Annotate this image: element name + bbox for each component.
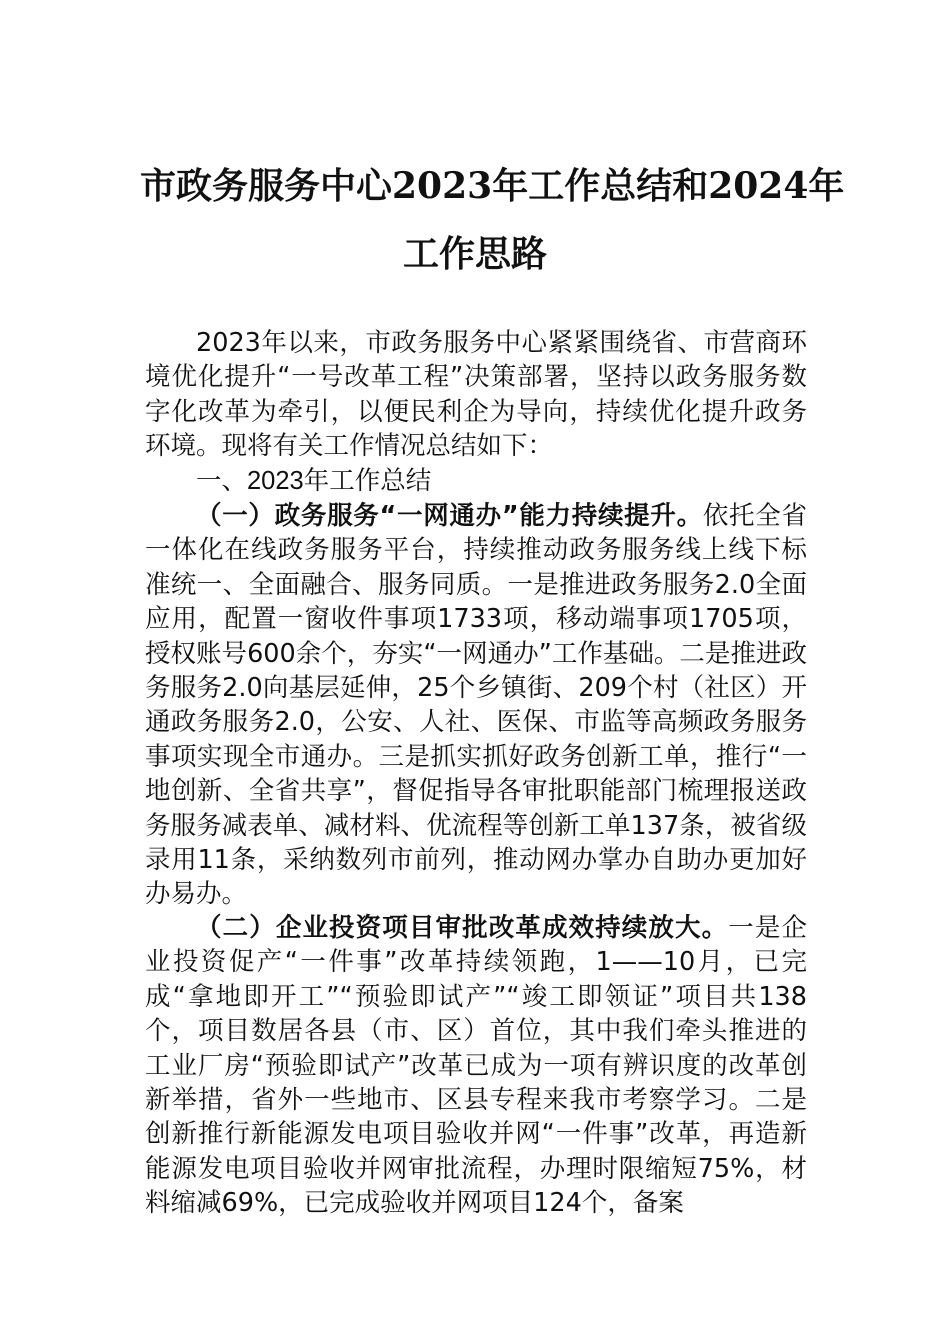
section-heading-block (145, 464, 807, 498)
subsection-1-lead: （一）政务服务“一网通办”能力持续提升。 (196, 501, 703, 531)
subsection-1-body: 依托全省一体化在线政务服务平台，持续推动政务服务线上线下标准统一、全面融合、服务同质。一是推进政务服务2.0全面应用，配置一窗收件事项1733项，移动端事项1705项，授权账号600余个，夯实“一网通办”工作基础。二是推进政务服务2.0向基层延伸，25个乡镇街、209个村（社区）开通政务服务2.0，公安、人社、医保、市监等高频政务服务事项实现全市通办。三是抓实抓好政务创新工单，推行“一地创新、全省共享”，督促指导各审批职能部门梳理报送政务服务减表单、减材料、优流程等创新工单137条，被省级录用11条，采纳数列市前列，推动网办掌办自助办更加好办易办。 (145, 501, 807, 910)
subsection-2-paragraph (145, 911, 807, 1221)
document-title-line-2: 工作思路 (402, 233, 547, 275)
subsection-1-paragraph (145, 499, 807, 912)
subsection-2-lead: （二）企业投资项目审批改革成效持续放大。 (196, 913, 729, 943)
section-1-heading: 一、2023年工作总结 (196, 467, 432, 495)
intro-paragraph-block (145, 326, 807, 464)
subsection-2-block (145, 911, 807, 1221)
subsection-1-block (145, 499, 807, 912)
intro-paragraph: 2023年以来，市政务服务中心紧紧围绕省、市营商环境优化提升“一号改革工程”决策部署，坚持以政务服务数字化改革为牵引，以便民利企为导向，持续优化提升政务环境。现将有关工作情况总结如下： (145, 328, 807, 462)
document-title-line-1: 市政务服务中心2023年工作总结和2024年 (140, 165, 845, 207)
subsection-2-body: 一是企业投资促产“一件事”改革持续领跑，1——10月，已完成“拿地即开工”“预验即试产”“竣工即领证”项目共138个，项目数居各县（市、区）首位，其中我们牵头推进的工业厂房“预验即试产”改革已成为一项有辨识度的改革创新举措，省外一些地市、区县专程来我市考察学习。二是创新推行新能源发电项目验收并网“一件事”改革，再造新能源发电项目验收并网审批流程，办理时限缩短75%，材料缩减69%，已完成验收并网项目124个，备案 (145, 913, 807, 1219)
